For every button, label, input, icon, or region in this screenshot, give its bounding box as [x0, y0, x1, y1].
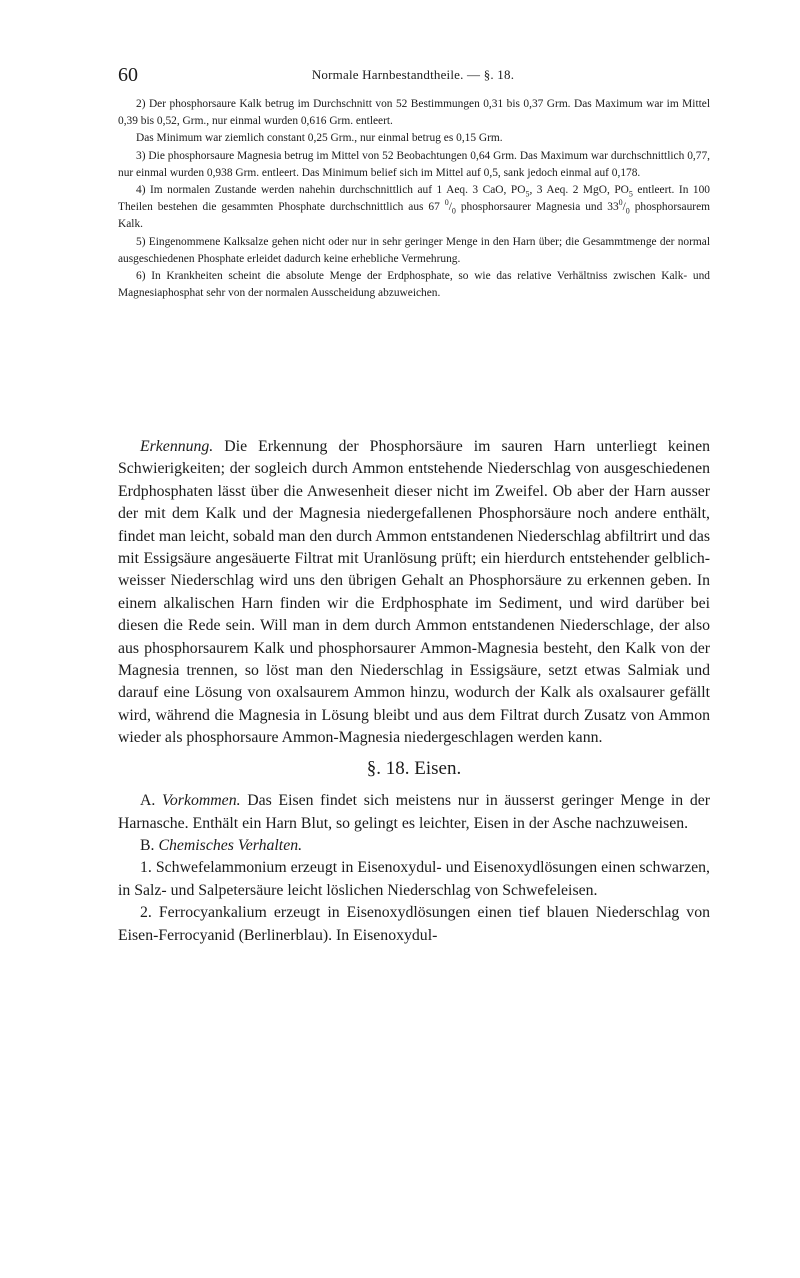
erkennung-label: Erkennung.: [140, 438, 214, 455]
page-number: 60: [118, 64, 138, 86]
note-6: 6) In Krankheiten scheint die absolute Menge der Erdphosphate, so wie das relative Verhältniss zwischen Kalk- und Magnesiaphosphat sehr von der normalen Ausscheidung abzuweichen.: [118, 270, 710, 300]
main-text: [118, 436, 710, 947]
item-2: 2. Ferrocyankalium erzeugt in Eisenoxydlösungen einen tief blauen Niederschlag von Eisen-Ferrocyanid (Berlinerblau). In Eisenoxydul-: [118, 904, 710, 944]
note-2-minimum: Das Minimum war ziemlich constant 0,25 Grm., nur einmal betrug es 0,15 Grm.: [136, 132, 503, 145]
page-header: [118, 64, 708, 90]
running-head: Normale Harnbestandtheile. — §. 18.: [311, 67, 515, 82]
chemisches-heading: B. Chemisches Verhalten.: [140, 836, 303, 854]
note-2: 2) Der phosphorsaure Kalk betrug im Durchschnitt von 52 Bestimmungen 0,31 bis 0,37 Grm. Das Maximum war im Mittel 0,39 bis 0,52, Grm., nur einmal wurden 0,616 Grm. entleert.: [118, 98, 710, 128]
section-title: §. 18. Eisen.: [366, 757, 462, 779]
erkennung-paragraph: Erkennung. Die Erkennung der Phosphorsäure im sauren Harn unterliegt keinen Schwierigkeiten; der sogleich durch Ammon entstehende Niederschlag von ausgeschiedenen Erdphosphaten lässt über die Anwesenheit dieser nicht im Zweifel. Ob aber der Harn ausser der mit dem Kalk und der Magnesia niedergefallenen Phosphorsäure noch andere enthält, findet man leicht, sobald man den durch Ammon entstandenen Niederschlag abfiltrirt und das mit Essigsäure angesäuerte Filtrat mit Uranlösung prüft; ein hierdurch entstehender gelblich-weisser Niederschlag wird uns den übrigen Gehalt an Phosphorsäure zu erkennen geben. In einem alkalischen Harn finden wir die Erdphosphate im Sediment, und wird darüber bei diesen die Rede sein. Will man in dem durch Ammon entstandenen Niederschlage, der also aus phosphorsaurem Kalk und phosphorsaurer Ammon-Magnesia besteht, den Kalk von der Magnesia trennen, so löst man den Niederschlag in Essigsäure, setzt etwas Salmiak und darauf eine Lösung von oxalsaurem Ammon hinzu, wodurch der Kalk als oxalsaurer gefällt wird, während die Magnesia in Lösung bleibt und aus dem Filtrat durch Zusatz von Ammon wieder als phosphorsaure Ammon-Magnesia niedergeschlagen werden kann.: [118, 438, 710, 747]
item-1: 1. Schwefelammonium erzeugt in Eisenoxydul- und Eisenoxydlösungen einen schwarzen, in Salz- und Salpetersäure leicht löslichen Niederschlag von Schwefeleisen.: [118, 859, 710, 899]
note-5: 5) Eingenommene Kalksalze gehen nicht oder nur in sehr geringer Menge in den Harn über; die Gesammtmenge der normal ausgeschiedenen Phosphate erleidet dadurch keine erhebliche Vermehrung.: [118, 235, 710, 265]
note-3: 3) Die phosphorsaure Magnesia betrug im Mittel von 52 Beobachtungen 0,64 Grm. Das Maximum war durchschnittlich 0,77, nur einmal wurden 0,938 Grm. entleert. Das Minimum belief sich im Mittel auf 0,5, sank jedoch einmal auf 0,178.: [118, 149, 710, 179]
vorkommen-paragraph: A. Vorkommen. Das Eisen findet sich meistens nur in äusserst geringer Menge in der Harnasche. Enthält ein Harn Blut, so gelingt es leichter, Eisen in der Asche nachzuweisen.: [118, 792, 710, 832]
chemisches-label: Chemisches Verhalten.: [158, 836, 303, 854]
note-4: 4) Im normalen Zustande werden nahehin durchschnittlich auf 1 Aeq. 3 CaO, $PO_5$, 3 Aeq. 2 MgO, $PO_5$ entleert. In 100 Theilen bestehen die gesammten Phosphate durchschnittlich aus 67 $^0/_0$ phosphorsaurer Magnesia und $33^0/_0$ phosphorsaurem Kalk.: [118, 184, 711, 231]
small-print-notes: [118, 96, 710, 302]
vorkommen-label: Vorkommen.: [162, 792, 241, 810]
